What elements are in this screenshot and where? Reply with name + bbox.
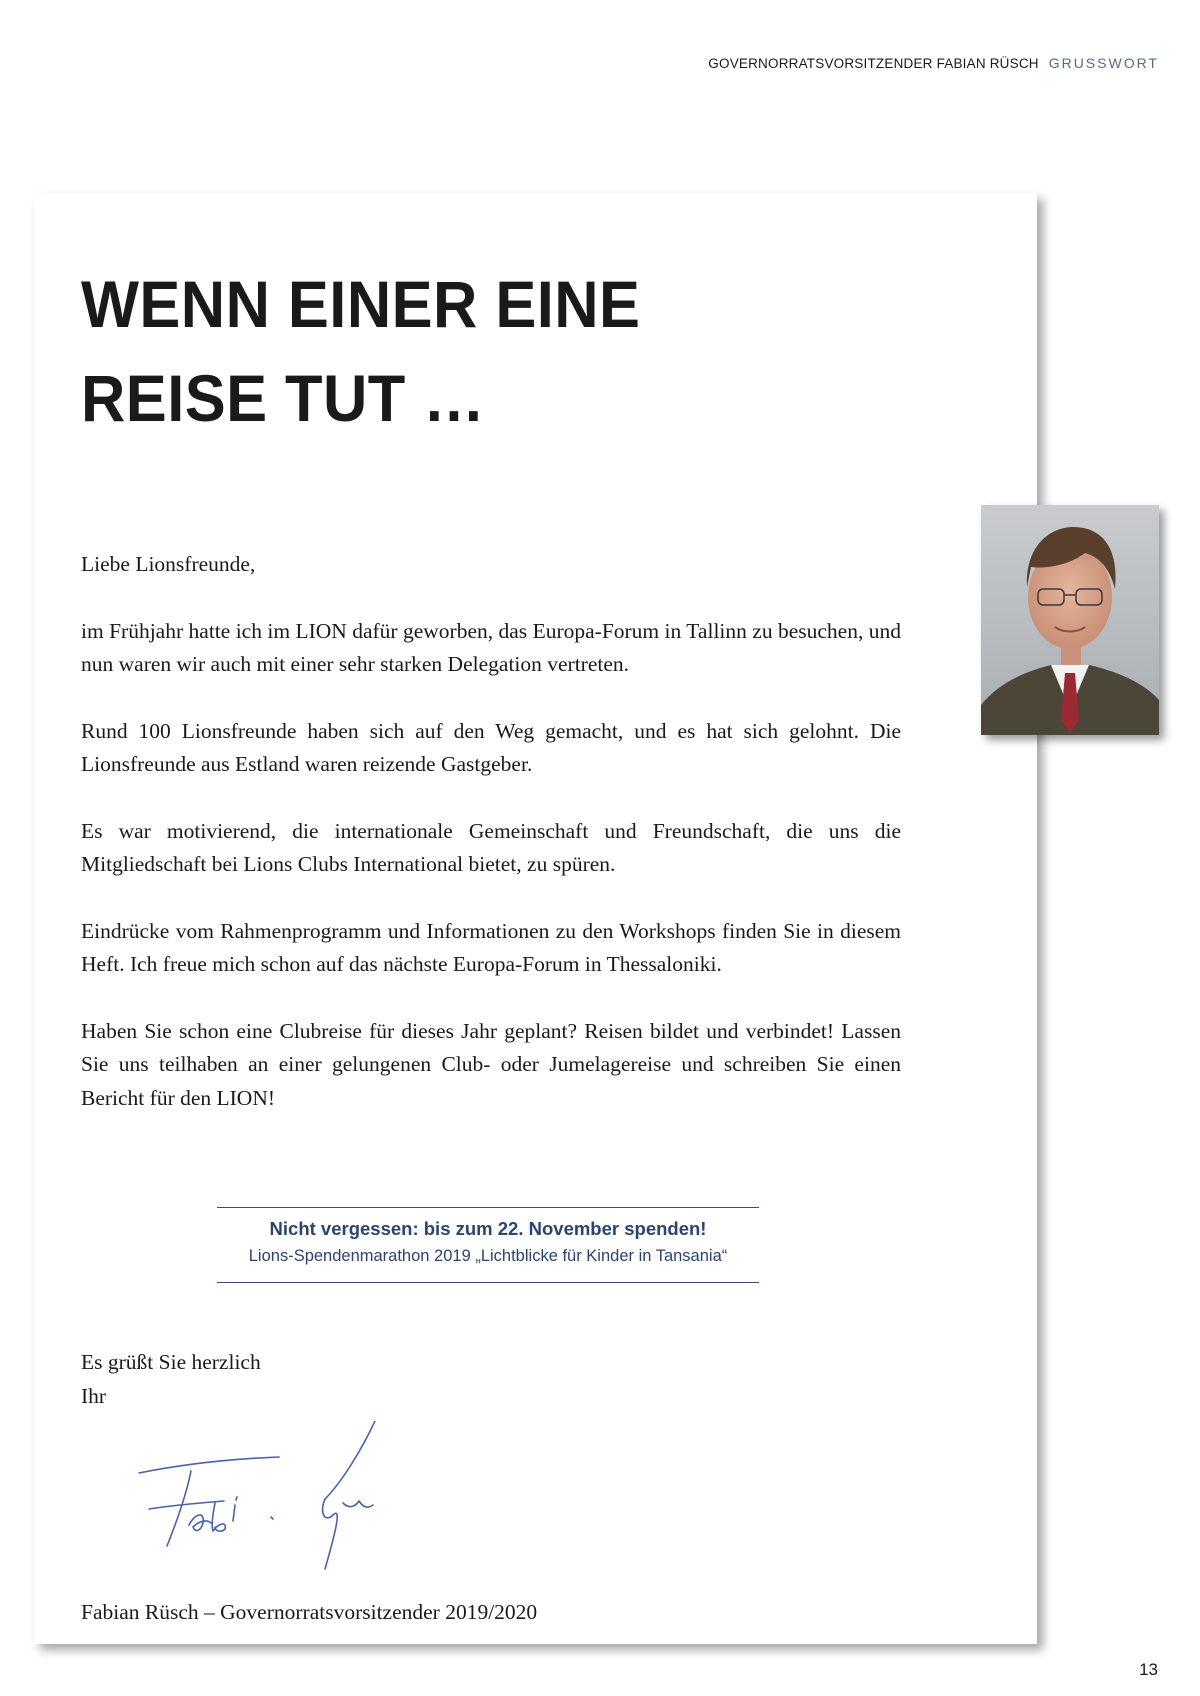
handwritten-signature: [129, 1421, 429, 1591]
running-header: [708, 55, 1159, 71]
letter-card: [34, 193, 1037, 1644]
signoff: Fabian Rüsch – Governorratsvorsitzender 2019/2020: [81, 1600, 538, 1624]
running-title: GOVERNORRATSVORSITZENDER FABIAN RÜSCH: [708, 56, 1039, 71]
paragraph-2: Rund 100 Lionsfreunde haben sich auf den Weg gemacht, und es hat sich gelohnt. Die Lionsfreunde aus Estland waren reizende Gastgeber.: [81, 718, 901, 776]
paragraph-3: Es war motivierend, die internationale Gemeinschaft und Freundschaft, die uns die Mitgliedschaft bei Lions Clubs International bietet, zu spüren.: [81, 818, 901, 876]
paragraph-5: Haben Sie schon eine Clubreise für dieses Jahr geplant? Reisen bildet und verbindet! Lassen Sie uns teilhaben an einer gelungenen Club- oder Jumelagereise und schreiben Sie einen Bericht für den LION!: [81, 1018, 901, 1110]
headline-line-1: WENN EINER EINE: [81, 267, 641, 341]
page-number: 13: [1139, 1660, 1158, 1679]
callout-headline: Nicht vergessen: bis zum 22. November spenden!: [269, 1218, 707, 1239]
callout-subline: Lions-Spendenmarathon 2019 „Lichtblicke für Kinder in Tansania“: [248, 1247, 728, 1265]
letter-body: [81, 548, 901, 1148]
donation-callout: [217, 1207, 759, 1283]
salutation: Liebe Lionsfreunde,: [81, 552, 256, 576]
headline-line-2: REISE TUT …: [81, 361, 486, 435]
paragraph-1: im Frühjahr hatte ich im LION dafür geworben, das Europa-Forum in Tallinn zu besuchen, und nun waren wir auch mit einer sehr starken Delegation vertreten.: [81, 618, 901, 676]
section-label: GRUSSWORT: [1048, 55, 1159, 71]
closing-ihr: Ihr: [81, 1383, 107, 1408]
closing-greeting: Es grüßt Sie herzlich: [81, 1350, 261, 1374]
closing: [81, 1346, 261, 1413]
paragraph-4: Eindrücke vom Rahmenprogramm und Informationen zu den Workshops finden Sie in diesem Heft. Ich freue mich schon auf das nächste Europa-Forum in Thessaloniki.: [81, 918, 901, 976]
author-portrait: [981, 505, 1159, 735]
headline: [81, 257, 640, 445]
